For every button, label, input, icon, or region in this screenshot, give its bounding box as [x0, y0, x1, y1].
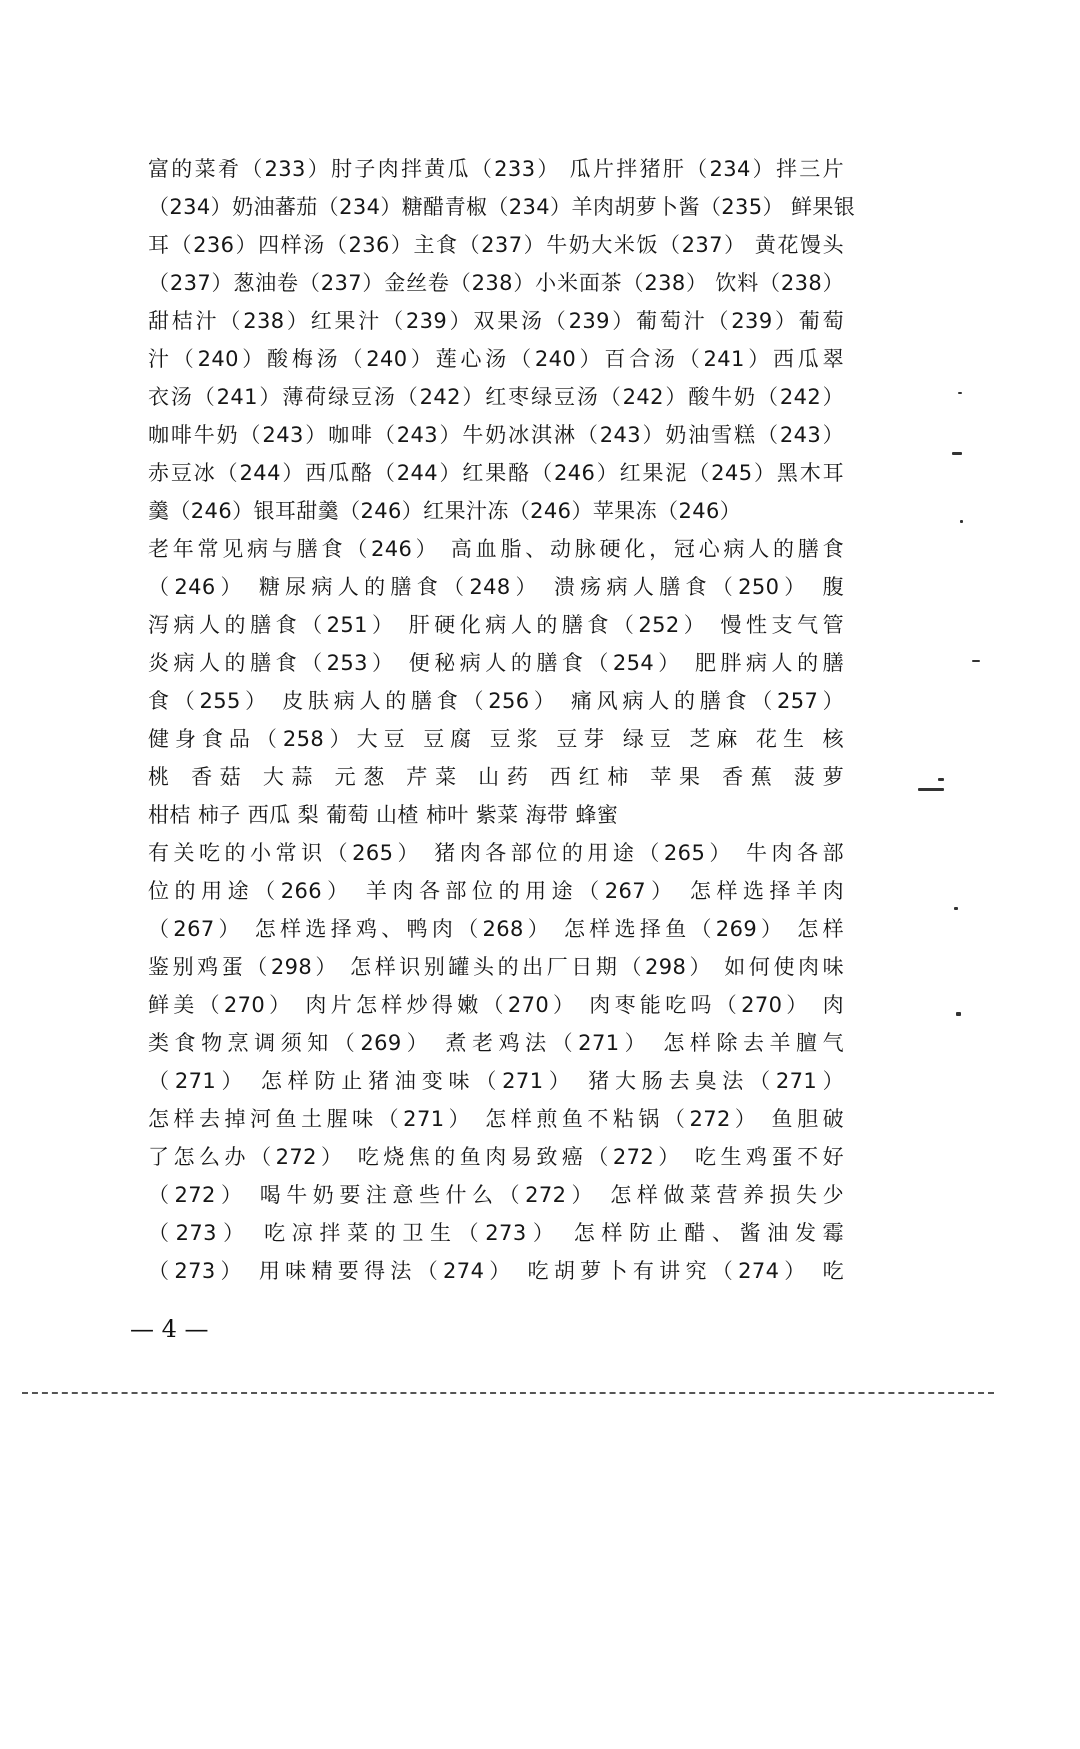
text-line: 怎样去掉河鱼土腥味（271） 怎样煎鱼不粘锅（272） 鱼胆破 [148, 1107, 844, 1131]
text-line: 羹（246）银耳甜羹（246）红果汁冻（246）苹果冻（246） [148, 499, 742, 523]
text-line: 耳（236）四样汤（236）主食（237）牛奶大米饭（237） 黄花馒头 [148, 233, 844, 257]
text-line: 鲜美（270） 肉片怎样炒得嫩（270） 肉枣能吃吗（270） 肉 [148, 993, 844, 1017]
scan-speck [972, 660, 980, 662]
text-line: 食（255） 皮肤病人的膳食（256） 痛风病人的膳食（257） [148, 689, 844, 713]
scan-speck [954, 907, 958, 910]
text-line: 有关吃的小常识（265） 猪肉各部位的用途（265） 牛肉各部 [148, 841, 844, 865]
contents-text-block [148, 150, 856, 1290]
text-line: 赤豆冰（244）西瓜酪（244）红果酪（246）红果泥（245）黑木耳 [148, 461, 844, 485]
text-line: 甜桔汁（238）红果汁（239）双果汤（239）葡萄汁（239）葡萄 [148, 309, 844, 333]
text-line: 健身食品（258）大豆 豆腐 豆浆 豆芽 绿豆 芝麻 花生 核 [148, 727, 844, 751]
text-line: （237）葱油卷（237）金丝卷（238）小米面茶（238） 饮料（238） [148, 271, 844, 295]
text-line: （271） 怎样防止猪油变味（271） 猪大肠去臭法（271） [148, 1069, 844, 1093]
text-line: 鉴别鸡蛋（298） 怎样识别罐头的出厂日期（298） 如何使肉味 [148, 955, 844, 979]
text-line: 咖啡牛奶（243）咖啡（243）牛奶冰淇淋（243）奶油雪糕（243） [148, 423, 844, 447]
text-line: 桃 香菇 大蒜 元葱 芹菜 山药 西红柿 苹果 香蕉 菠萝 [148, 765, 844, 789]
text-line: （267） 怎样选择鸡、鸭肉（268） 怎样选择鱼（269） 怎样 [148, 917, 844, 941]
text-line: 炎病人的膳食（253） 便秘病人的膳食（254） 肥胖病人的膳 [148, 651, 844, 675]
text-line: 柑桔 柿子 西瓜 梨 葡萄 山楂 柿叶 紫菜 海带 蜂蜜 [148, 803, 619, 827]
text-line: 了怎么办（272） 吃烧焦的鱼肉易致癌（272） 吃生鸡蛋不好 [148, 1145, 844, 1169]
scan-speck [956, 1012, 961, 1016]
text-line: （272） 喝牛奶要注意些什么（272） 怎样做菜营养损失少 [148, 1183, 844, 1207]
scan-speck [958, 392, 962, 394]
page-bottom-rule [22, 1392, 994, 1394]
scan-speck [952, 452, 962, 455]
text-line: 汁（240）酸梅汤（240）莲心汤（240）百合汤（241）西瓜翠 [148, 347, 844, 371]
page-number: — 4 — [130, 1315, 209, 1343]
text-line: 老年常见病与膳食（246） 高血脂、动脉硬化，冠心病人的膳食 [148, 537, 844, 561]
scan-speck [960, 520, 963, 523]
text-line: 富的菜肴（233）肘子肉拌黄瓜（233） 瓜片拌猪肝（234）拌三片 [148, 157, 844, 181]
text-line: （273） 吃凉拌菜的卫生（273） 怎样防止醋、酱油发霉 [148, 1221, 844, 1245]
text-line: （246） 糖尿病人的膳食（248） 溃疡病人膳食（250） 腹 [148, 575, 844, 599]
text-line: 衣汤（241）薄荷绿豆汤（242）红枣绿豆汤（242）酸牛奶（242） [148, 385, 844, 409]
scan-speck [938, 778, 944, 781]
scan-speck [918, 788, 944, 791]
text-line: 类食物烹调须知（269） 煮老鸡法（271） 怎样除去羊膻气 [148, 1031, 844, 1055]
text-line: 泻病人的膳食（251） 肝硬化病人的膳食（252） 慢性支气管 [148, 613, 844, 637]
text-line: （234）奶油蕃茄（234）糖醋青椒（234）羊肉胡萝卜酱（235） 鲜果银 [148, 195, 856, 219]
text-line: （273） 用味精要得法（274） 吃胡萝卜有讲究（274） 吃 [148, 1259, 844, 1283]
text-line: 位的用途（266） 羊肉各部位的用途（267） 怎样选择羊肉 [148, 879, 844, 903]
